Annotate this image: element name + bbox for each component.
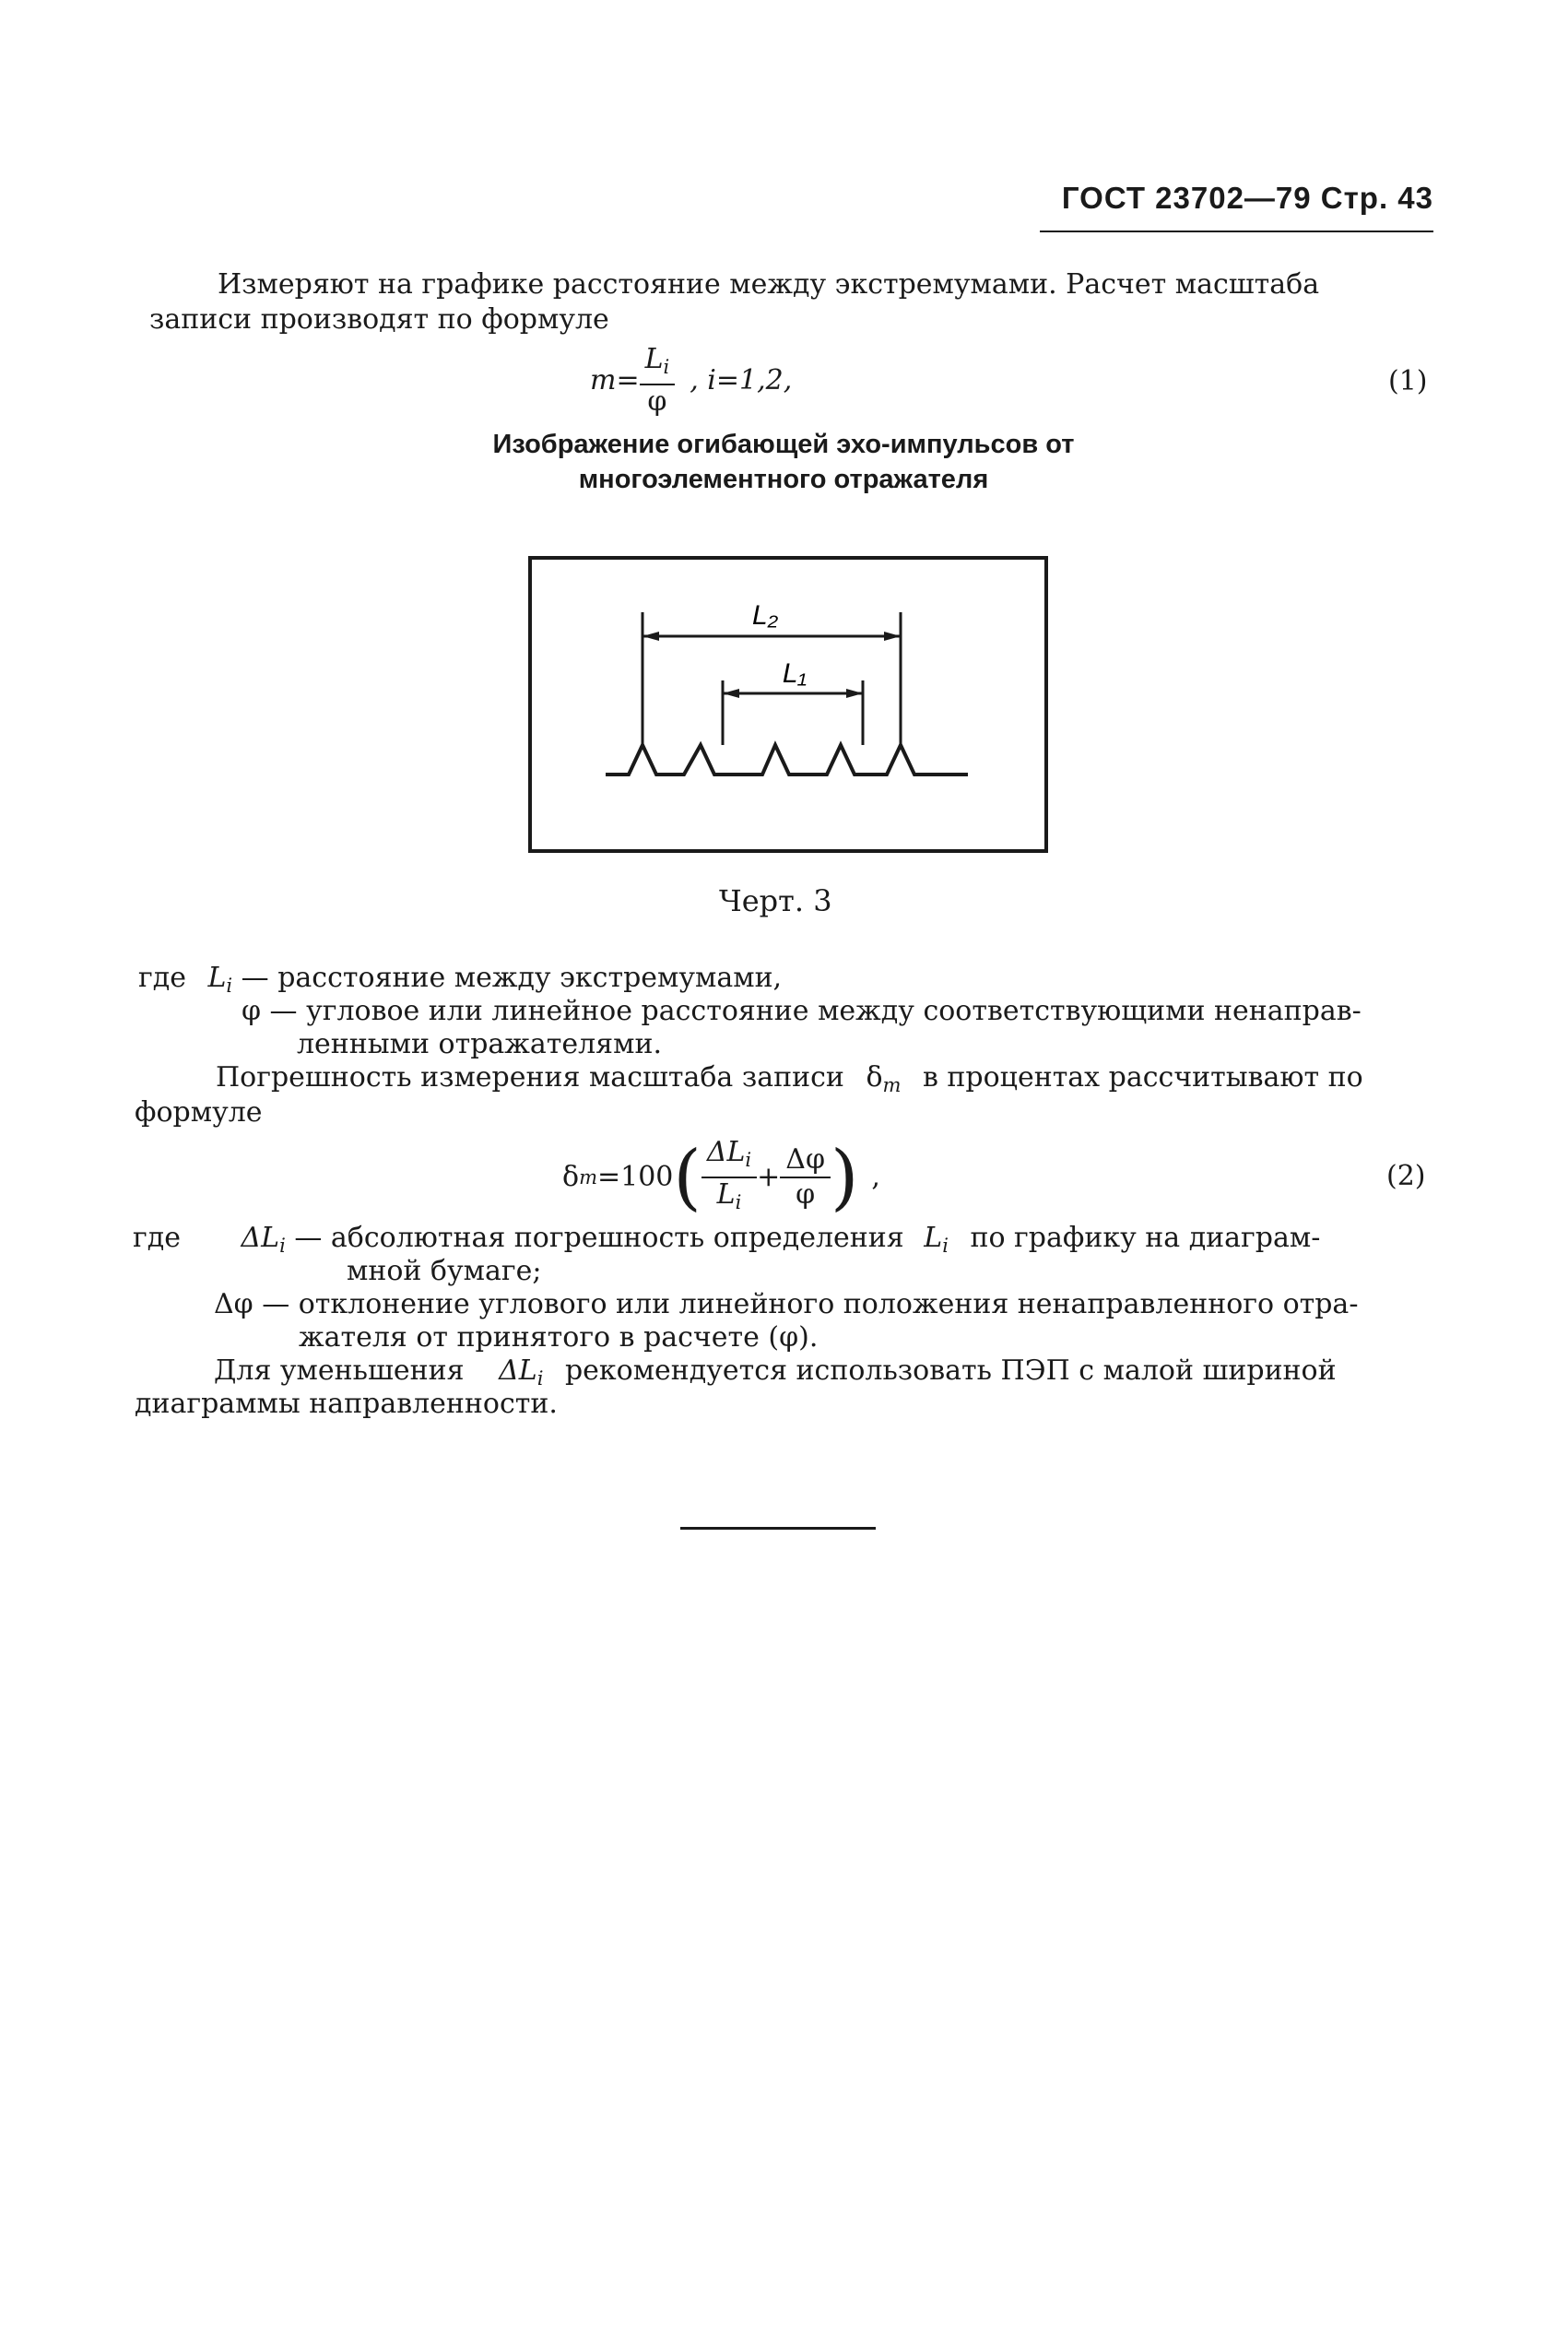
formula1-fraction: [640, 343, 676, 419]
equation-number-2: (2): [1386, 1160, 1426, 1192]
equation-number-1: (1): [1388, 365, 1428, 397]
formula1-lhs: m=: [590, 364, 640, 396]
l1-arrow-left: [723, 689, 739, 698]
defs2-dli-line2: мной бумаге;: [347, 1255, 542, 1287]
formula2-frac2-num: Δφ: [780, 1143, 831, 1178]
formula2-frac1-den-sub: i: [735, 1191, 742, 1213]
para2-delta-sub: m: [882, 1074, 902, 1096]
formula1-num: L: [644, 343, 664, 375]
para3-dli-sub: i: [536, 1367, 544, 1390]
para2-text-b: в процентах рассчитывают по: [922, 1061, 1363, 1094]
defs1-li-text: — расстояние между экстремумами,: [232, 962, 783, 994]
formula1-num-sub: i: [663, 356, 670, 378]
page-header: ГОСТ 23702—79 Стр. 43: [1061, 181, 1433, 215]
formula2-plus: +: [757, 1161, 781, 1193]
formula2-frac1-num: ΔL: [706, 1136, 746, 1168]
formula2-eq: =100: [596, 1161, 674, 1193]
l2-arrow-left: [643, 632, 659, 641]
defs1-li-sub: i: [226, 975, 233, 997]
figure-title-line2: многоэлементного отражателя: [578, 465, 989, 494]
defs2-dphi-line2: жателя от принятого в расчете (φ).: [299, 1321, 819, 1354]
defs2-li-sub: i: [942, 1235, 949, 1257]
formula2-frac1: [701, 1136, 757, 1219]
para2-text-a: Погрешность измерения масштаба записи: [216, 1061, 844, 1094]
defs1-phi-line1: φ — угловое или линейное расстояние между соответствующими ненаправ-: [242, 995, 1362, 1027]
formula2-paren-open: (: [673, 1136, 701, 1219]
label-l1: L₁: [782, 658, 808, 689]
defs2-line1: [133, 1221, 1320, 1263]
para3-line2: диаграммы направленности.: [135, 1388, 558, 1420]
figure-frame: [530, 558, 1046, 851]
defs2-where: где: [133, 1222, 181, 1254]
formula1-tail: , i=1,2,: [690, 364, 793, 396]
para3-text-a: Для уменьшения: [214, 1354, 465, 1387]
formula2-frac1-num-sub: i: [745, 1149, 752, 1171]
formula2-frac1-den: L: [716, 1178, 736, 1211]
figure-title-line1: Изображение огибающей эхо-импульсов от: [492, 430, 1075, 459]
formula2-frac2: [780, 1143, 831, 1212]
defs2-dli-sub: i: [279, 1235, 286, 1257]
defs2-dli-symbol: ΔL: [241, 1222, 280, 1254]
para1-line1: Измеряют на графике расстояние между экстремумами. Расчет масштаба: [218, 268, 1320, 301]
para1-line2: записи производят по формуле: [149, 303, 609, 336]
l2-arrow-right: [884, 632, 901, 641]
para3-text-b: рекомендуется использовать ПЭП с малой шириной: [564, 1354, 1337, 1387]
end-rule: [680, 1527, 876, 1530]
defs1-phi-line2: ленными отражателями.: [297, 1028, 662, 1060]
formula2-delta-sub: m: [579, 1166, 597, 1189]
formula-2: [562, 1136, 880, 1219]
defs2-dli-text-a: — абсолютная погрешность определения: [285, 1222, 904, 1254]
formula2-comma: ,: [871, 1161, 880, 1193]
formula2-delta: δ: [562, 1161, 580, 1193]
l1-arrow-right: [846, 689, 863, 698]
label-l2: L₂: [751, 600, 779, 631]
defs2-dli-text-b: по графику на диаграм-: [970, 1222, 1321, 1254]
formula2-frac2-den: φ: [796, 1178, 816, 1211]
formula1-den: φ: [647, 385, 667, 418]
para3-dli-symbol: ΔL: [499, 1354, 537, 1387]
echo-envelope-figure: [527, 555, 1051, 856]
para2-delta-symbol: δ: [866, 1061, 883, 1094]
header-rule: [1040, 231, 1433, 232]
formula2-paren-close: ): [830, 1136, 859, 1219]
figure-caption: Черт. 3: [719, 883, 832, 918]
echo-pulse-trace: [606, 745, 968, 775]
defs2-dphi-line1: Δφ — отклонение углового или линейного положения ненаправленного отра-: [214, 1288, 1359, 1320]
defs2-li-symbol: L: [924, 1222, 943, 1254]
defs1-where: где: [138, 962, 186, 994]
para2-line2: формуле: [135, 1096, 263, 1129]
formula-1: [590, 343, 792, 419]
defs1-li-symbol: L: [207, 962, 227, 994]
para2-line1: [216, 1060, 1363, 1103]
